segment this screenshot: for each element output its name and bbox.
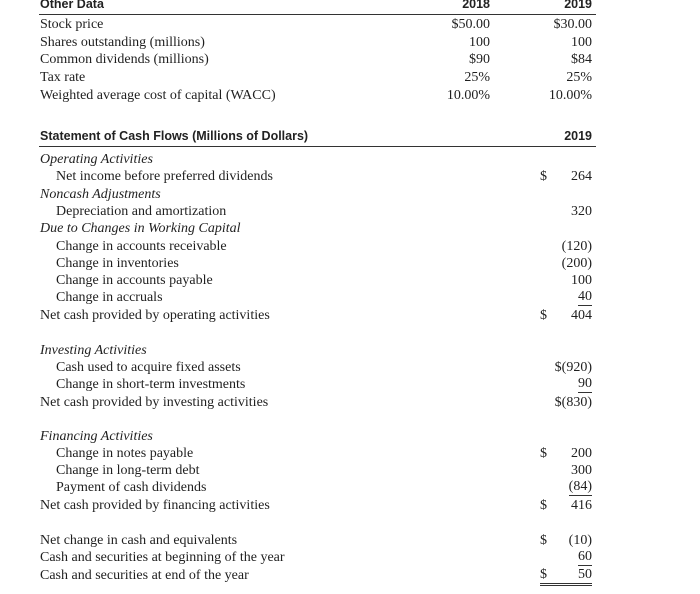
table-row (0, 203, 700, 220)
dollar-sign: $ (540, 533, 547, 548)
row-value: $(920) (554, 360, 592, 375)
value-2019: $30.00 (553, 17, 592, 32)
row-label: Net cash provided by operating activities (40, 308, 270, 323)
table-row (0, 16, 700, 33)
row-value: 40 (578, 289, 592, 304)
table-row (0, 289, 700, 306)
total-row (0, 497, 700, 514)
row-value (540, 497, 592, 514)
row-label: Cash and securities at beginning of the year (40, 550, 285, 565)
amount: 404 (571, 308, 592, 323)
value-2018: $50.00 (451, 17, 490, 32)
row-label: Depreciation and amortization (56, 204, 227, 219)
amount: 264 (571, 169, 592, 184)
dollar-sign: $ (540, 498, 547, 513)
investing-heading: Investing Activities (40, 343, 147, 358)
value-2018: 100 (469, 35, 490, 50)
table-row (0, 376, 700, 393)
section-heading (0, 220, 700, 237)
row-label: Net cash provided by investing activities (40, 395, 269, 410)
row-value: $(830) (554, 395, 592, 410)
row-value: (84) (568, 479, 592, 494)
cash-flows-col-2019: 2019 (564, 129, 592, 143)
table-row (0, 69, 700, 86)
table-row (0, 238, 700, 255)
dollar-sign: $ (540, 446, 547, 461)
value-2018: 25% (464, 70, 490, 85)
operating-heading: Operating Activities (40, 152, 153, 167)
row-value: (200) (561, 256, 592, 271)
value-2019: 25% (566, 70, 592, 85)
dollar-sign: $ (540, 308, 547, 323)
row-label: Net income before preferred dividends (56, 169, 273, 184)
row-label: Change in long-term debt (56, 463, 200, 478)
row-label: Cash and securities at end of the year (40, 568, 249, 583)
row-label: Shares outstanding (millions) (40, 35, 205, 50)
dollar-sign: $ (540, 169, 547, 184)
table-row (0, 51, 700, 68)
table-row (0, 445, 700, 462)
value-2019: 10.00% (548, 88, 592, 103)
cash-flows-title: Statement of Cash Flows (Millions of Dollars) (40, 129, 309, 143)
table-row (0, 462, 700, 479)
dollar-sign: $ (540, 567, 547, 582)
row-value: 300 (571, 463, 592, 478)
row-label: Weighted average cost of capital (WACC) (40, 88, 276, 103)
total-row (0, 394, 700, 411)
row-label: Net cash provided by financing activities (40, 498, 270, 513)
row-label: Payment of cash dividends (56, 480, 207, 495)
other-data-rule (39, 14, 596, 15)
noncash-heading: Noncash Adjustments (40, 187, 161, 202)
row-value (540, 567, 592, 586)
row-value (540, 168, 592, 185)
row-value: 90 (578, 376, 592, 391)
row-value: (120) (561, 239, 592, 254)
other-data-col-2019: 2019 (564, 0, 592, 11)
row-label: Stock price (40, 17, 104, 32)
total-row (0, 567, 700, 584)
financing-heading: Financing Activities (40, 429, 153, 444)
row-label: Cash used to acquire fixed assets (56, 360, 241, 375)
row-label: Change in accounts receivable (56, 239, 227, 254)
working-capital-heading: Due to Changes in Working Capital (40, 221, 241, 236)
table-row (0, 168, 700, 185)
value-2019: 100 (571, 35, 592, 50)
row-label: Change in short-term investments (56, 377, 246, 392)
row-value: 60 (578, 549, 592, 564)
section-heading (0, 186, 700, 203)
row-value (540, 445, 592, 462)
section-heading (0, 151, 700, 168)
total-row (0, 307, 700, 324)
row-value (540, 307, 592, 324)
other-data-col-2018: 2018 (462, 0, 490, 11)
table-row (0, 87, 700, 104)
row-label: Tax rate (40, 70, 86, 85)
row-label: Common dividends (millions) (40, 52, 209, 67)
value-2018: 10.00% (446, 88, 490, 103)
table-row (0, 255, 700, 272)
table-row (0, 532, 700, 549)
row-label: Change in inventories (56, 256, 179, 271)
value-2019: $84 (571, 52, 592, 67)
row-value: 100 (571, 273, 592, 288)
other-data-title: Other Data (40, 0, 104, 11)
row-value: 320 (571, 204, 592, 219)
amount: (10) (568, 533, 592, 548)
table-row (0, 479, 700, 496)
value-2018: $90 (469, 52, 490, 67)
table-row (0, 359, 700, 376)
row-label: Change in notes payable (56, 446, 194, 461)
table-row (0, 34, 700, 51)
row-label: Net change in cash and equivalents (40, 533, 238, 548)
row-value (540, 532, 592, 549)
table-row (0, 549, 700, 566)
section-heading (0, 428, 700, 445)
amount: 416 (571, 498, 592, 513)
amount: 50 (578, 567, 592, 582)
row-label: Change in accruals (56, 290, 163, 305)
cash-flows-rule (39, 146, 596, 147)
row-label: Change in accounts payable (56, 273, 213, 288)
table-row (0, 272, 700, 289)
amount: 200 (571, 446, 592, 461)
section-heading (0, 342, 700, 359)
